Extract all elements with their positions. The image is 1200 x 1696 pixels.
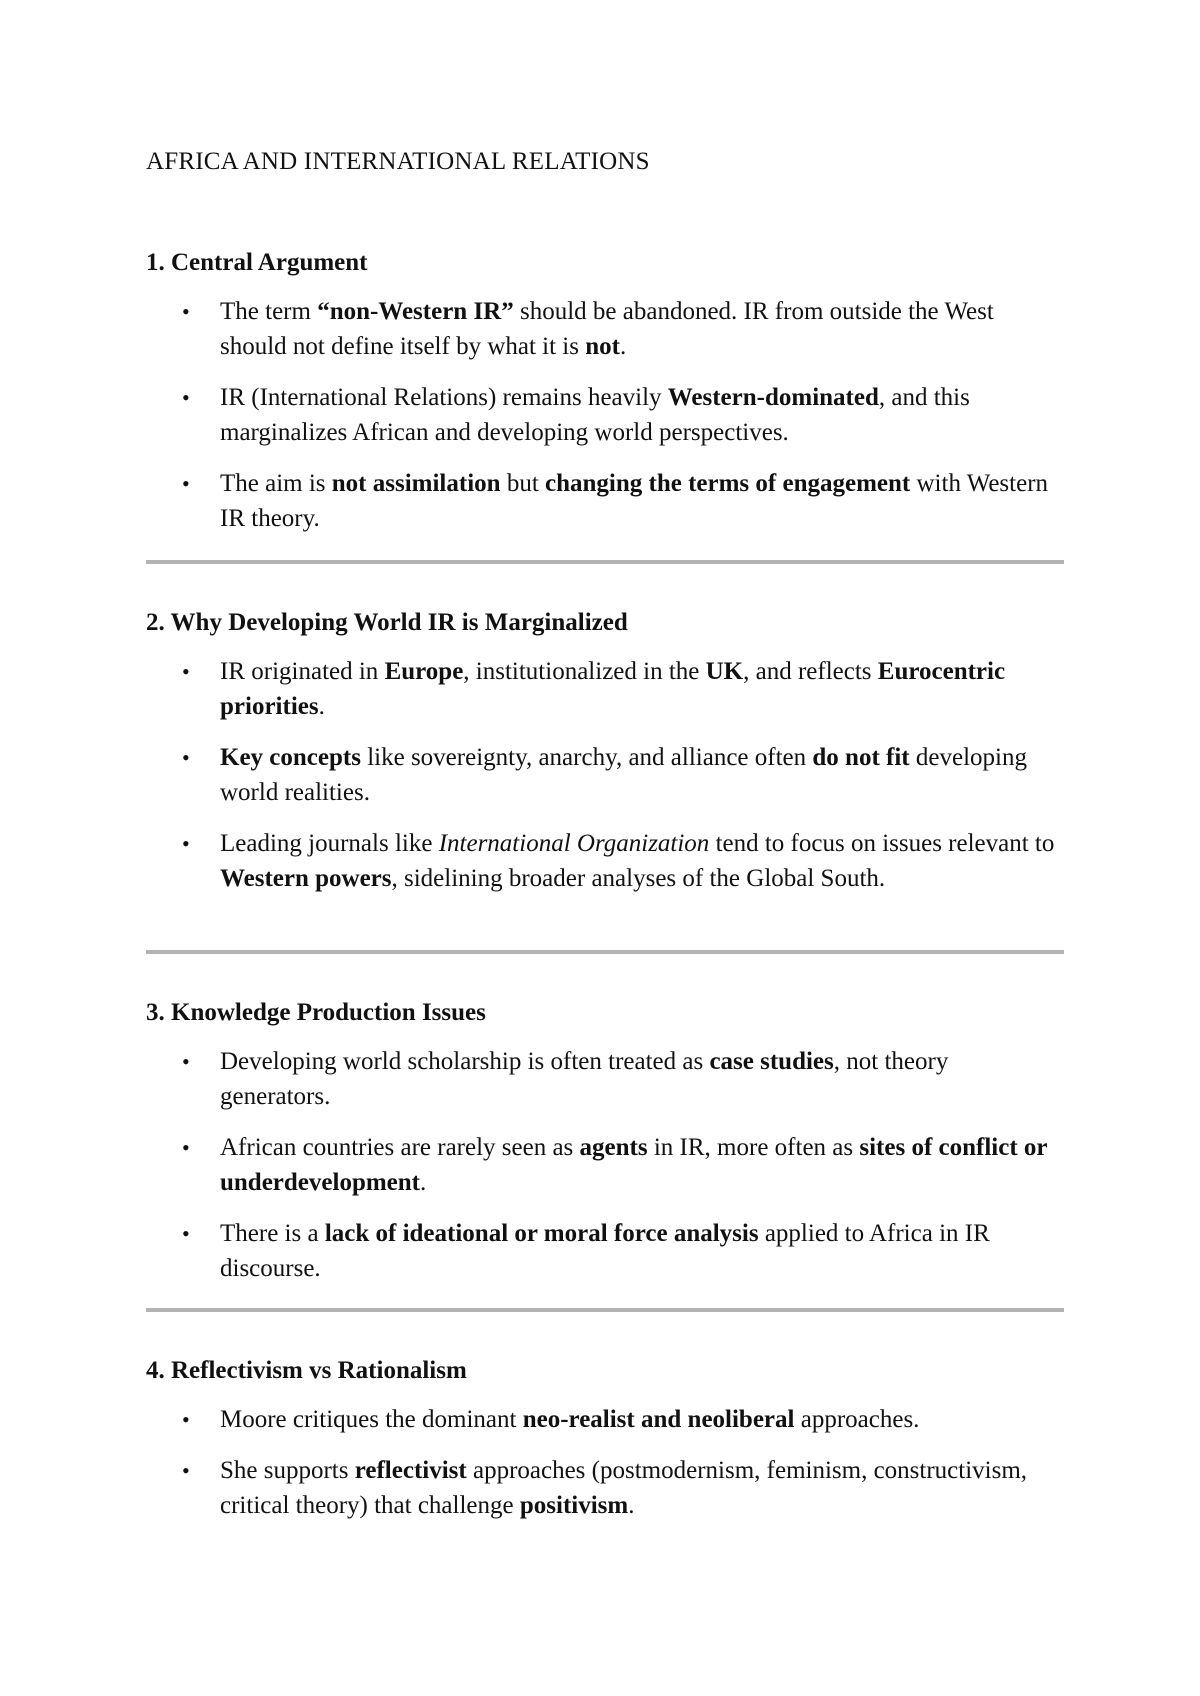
bullet-item bbox=[146, 826, 1064, 896]
text-run: Developing world scholarship is often treated as bbox=[220, 1048, 710, 1075]
text-run: approaches (postmodernism, feminism, constructivism, critical theory) that challenge bbox=[220, 1457, 1028, 1519]
section-marginalized bbox=[146, 606, 1064, 896]
text-run: . bbox=[619, 333, 627, 360]
bold-text: Europe bbox=[384, 658, 464, 685]
bold-text: do not fit bbox=[812, 744, 910, 771]
text-run: with Western IR theory. bbox=[220, 470, 1049, 532]
text-run: developing world realities. bbox=[220, 744, 1027, 806]
bullet-item bbox=[146, 1402, 1064, 1437]
text-run: , institutionalized in the bbox=[463, 658, 706, 685]
bold-text: Western-dominated bbox=[667, 384, 879, 411]
bold-text: Western powers bbox=[220, 865, 392, 892]
section-heading: 3. Knowledge Production Issues bbox=[146, 999, 486, 1026]
bullet-dot-icon: • bbox=[182, 1458, 190, 1483]
section-divider bbox=[146, 560, 1064, 564]
text-run: applied to Africa in IR discourse. bbox=[220, 1220, 990, 1282]
bullet-dot-icon: • bbox=[182, 1135, 190, 1160]
bold-text: case studies bbox=[709, 1048, 834, 1075]
section-knowledge-production bbox=[146, 996, 1064, 1286]
bold-text: positivism bbox=[519, 1492, 629, 1519]
bullet-item bbox=[146, 1044, 1064, 1114]
bullet-item bbox=[146, 466, 1064, 536]
section-central-argument bbox=[146, 246, 1064, 536]
text-run: . bbox=[318, 693, 325, 720]
text-run: approaches. bbox=[794, 1406, 920, 1433]
bullet-dot-icon: • bbox=[182, 299, 190, 324]
bullet-list bbox=[146, 1402, 1064, 1523]
bullet-item bbox=[146, 1130, 1064, 1200]
bold-text: not assimilation bbox=[331, 470, 501, 497]
document-title: AFRICA AND INTERNATIONAL RELATIONS bbox=[146, 148, 650, 175]
bullet-item bbox=[146, 1453, 1064, 1523]
section-reflectivism bbox=[146, 1354, 1064, 1523]
text-run: Leading journals like bbox=[220, 830, 439, 857]
bullet-dot-icon: • bbox=[182, 831, 190, 856]
bold-text: neo-realist and neoliberal bbox=[522, 1406, 795, 1433]
section-heading: 1. Central Argument bbox=[146, 249, 368, 276]
bold-text: agents bbox=[579, 1134, 648, 1161]
text-run: IR (International Relations) remains heavily bbox=[220, 384, 668, 411]
section-heading: 4. Reflectivism vs Rationalism bbox=[146, 1357, 467, 1384]
text-run: . bbox=[420, 1169, 427, 1196]
bullet-item bbox=[146, 380, 1064, 450]
text-run: like sovereignty, anarchy, and alliance often bbox=[360, 744, 813, 771]
text-run: She supports bbox=[220, 1457, 355, 1484]
bullet-item bbox=[146, 294, 1064, 364]
bold-text: “non-Western IR” bbox=[317, 298, 514, 325]
bold-text: Eurocentric priorities bbox=[220, 658, 1006, 720]
text-run: , and this marginalizes African and developing world perspectives. bbox=[220, 384, 970, 446]
bullet-list bbox=[146, 294, 1064, 536]
section-divider bbox=[146, 950, 1064, 954]
bullet-item bbox=[146, 1216, 1064, 1286]
bullet-item bbox=[146, 740, 1064, 810]
bullet-list bbox=[146, 654, 1064, 896]
text-run: African countries are rarely seen as bbox=[220, 1134, 580, 1161]
bold-text: sites of conflict or underdevelopment bbox=[220, 1134, 1048, 1196]
text-run: in IR, more often as bbox=[647, 1134, 860, 1161]
bold-text: Key concepts bbox=[220, 744, 361, 771]
bold-text: reflectivist bbox=[354, 1457, 467, 1484]
text-run: Moore critiques the dominant bbox=[220, 1406, 523, 1433]
bullet-dot-icon: • bbox=[182, 1407, 190, 1432]
bullet-dot-icon: • bbox=[182, 471, 190, 496]
bullet-item bbox=[146, 654, 1064, 724]
bullet-dot-icon: • bbox=[182, 745, 190, 770]
section-divider bbox=[146, 1308, 1064, 1312]
section-heading: 2. Why Developing World IR is Marginalized bbox=[146, 609, 628, 636]
bullet-dot-icon: • bbox=[182, 1221, 190, 1246]
text-run: There is a bbox=[220, 1220, 325, 1247]
text-run: should be abandoned. IR from outside the West should not define itself by what it is bbox=[220, 298, 994, 360]
italic-text: International Organization bbox=[438, 830, 710, 857]
bold-text: changing the terms of engagement bbox=[545, 470, 911, 497]
text-run: The term bbox=[220, 298, 318, 325]
text-run: but bbox=[500, 470, 546, 497]
bullet-list bbox=[146, 1044, 1064, 1286]
text-run: IR originated in bbox=[220, 658, 385, 685]
text-run: The aim is bbox=[220, 470, 332, 497]
text-run: tend to focus on issues relevant to bbox=[709, 830, 1055, 857]
bullet-dot-icon: • bbox=[182, 385, 190, 410]
bold-text: not bbox=[585, 333, 620, 360]
text-run: , not theory generators. bbox=[220, 1048, 949, 1110]
bullet-dot-icon: • bbox=[182, 1049, 190, 1074]
text-run: , and reflects bbox=[743, 658, 878, 685]
text-run: . bbox=[628, 1492, 635, 1519]
bullet-dot-icon: • bbox=[182, 659, 190, 684]
bold-text: UK bbox=[705, 658, 744, 685]
text-run: , sidelining broader analyses of the Global South. bbox=[391, 865, 886, 892]
bold-text: lack of ideational or moral force analysis bbox=[324, 1220, 759, 1247]
